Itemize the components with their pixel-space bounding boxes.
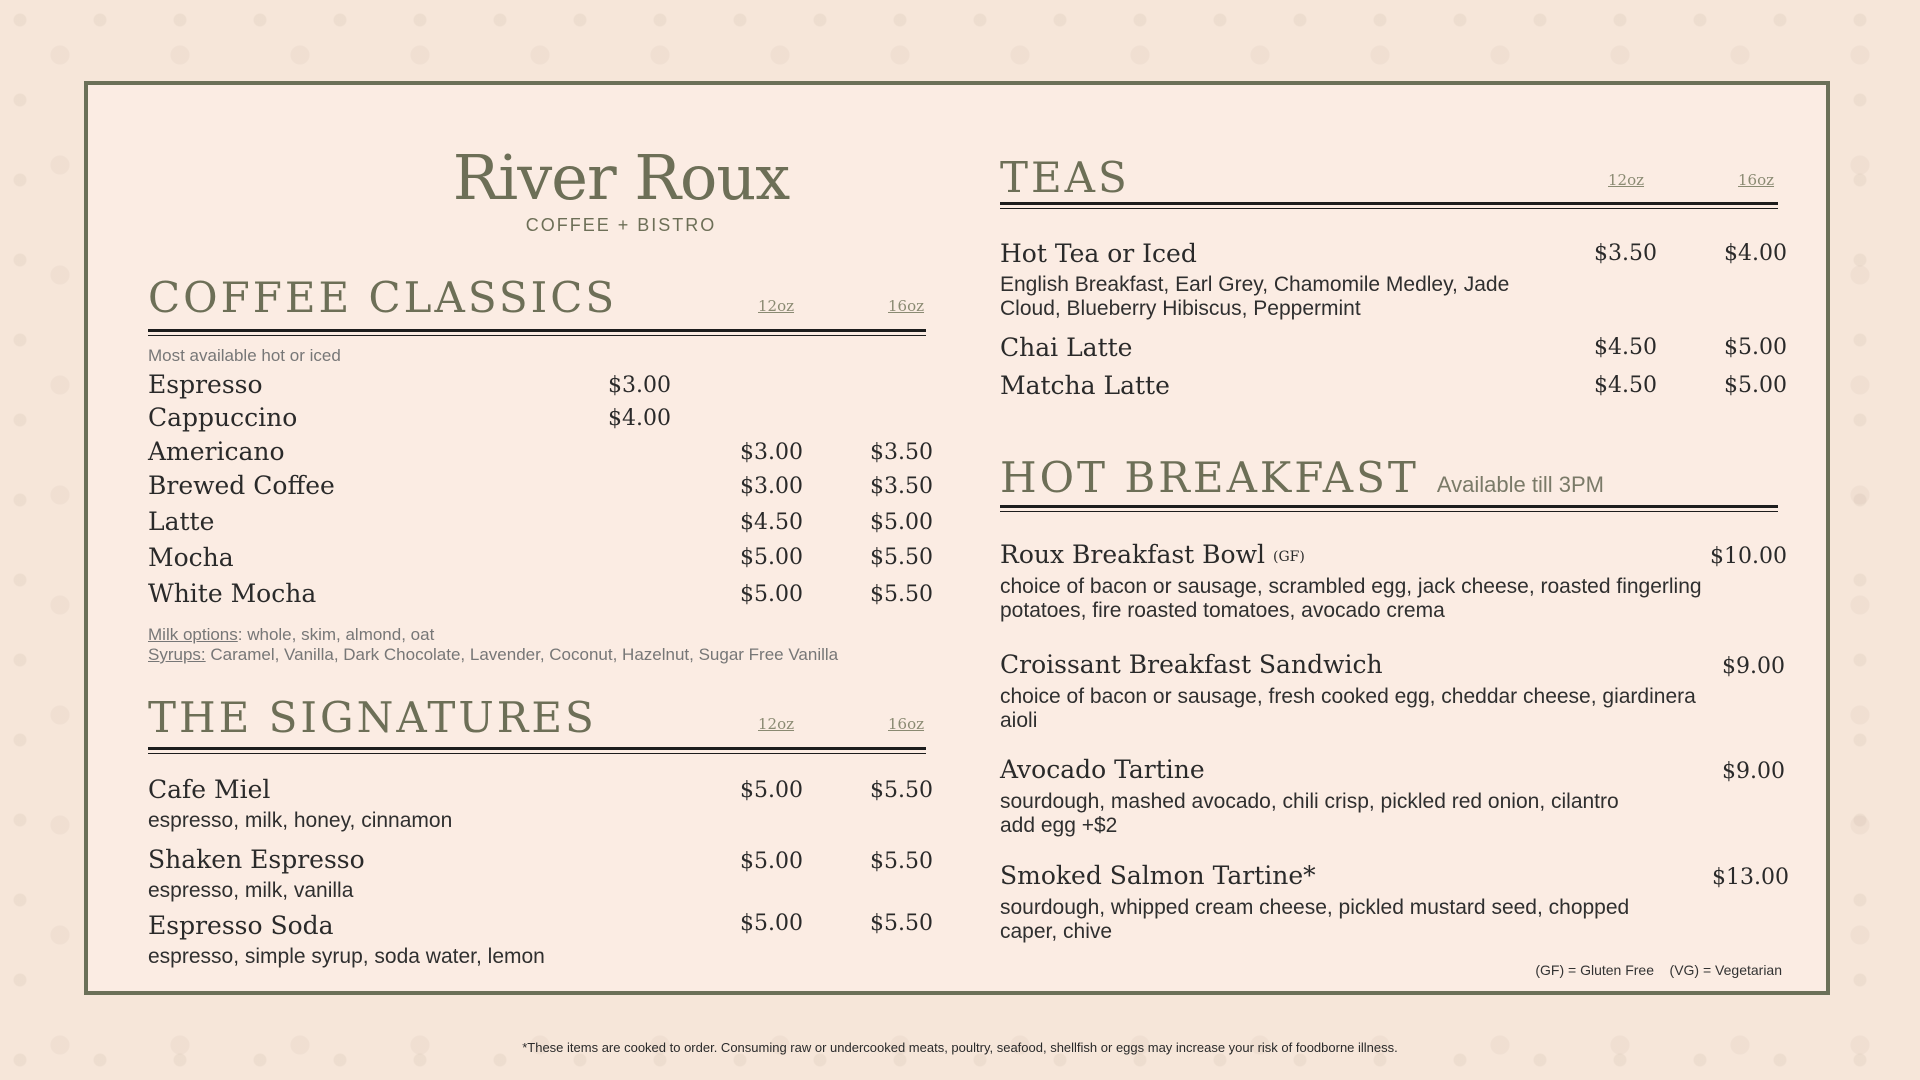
menu-item-desc: English Breakfast, Earl Grey, Chamomile Medley, Jade Cloud, Blueberry Hibiscus, Peppermint <box>1000 273 1510 320</box>
menu-item-price-16oz: $5.00 <box>1724 373 1787 398</box>
teas-rule-thin <box>1000 208 1778 209</box>
menu-item-name: Hot Tea or Iced <box>1000 239 1197 268</box>
menu-item-desc: sourdough, mashed avocado, chili crisp, pickled red onion, cilantro <box>1000 790 1619 813</box>
menu-item-price-16oz: $5.50 <box>870 911 933 936</box>
menu-item-price: $10.00 <box>1710 544 1787 569</box>
menu-item-name: Americano <box>148 437 285 466</box>
teas-rule-thick <box>1000 202 1778 205</box>
menu-item-name: White Mocha <box>148 579 317 608</box>
coffee-size-12oz: 12oz <box>758 297 795 315</box>
menu-item-name: Espresso Soda <box>148 911 334 940</box>
teas-section-title: TEAS <box>1000 153 1130 202</box>
menu-item-name: Cappuccino <box>148 403 298 432</box>
signatures-rule-thick <box>148 747 926 750</box>
menu-item-price-16oz: $5.50 <box>870 545 933 570</box>
menu-item-price: $9.00 <box>1722 759 1785 784</box>
menu-item-price: $3.00 <box>608 373 671 398</box>
menu-item-name: Chai Latte <box>1000 333 1133 362</box>
menu-item-desc: choice of bacon or sausage, fresh cooked egg, cheddar cheese, giardinera aioli <box>1000 685 1696 732</box>
gluten-free-tag: (GF) <box>1273 548 1305 565</box>
syrup-options <box>148 645 838 665</box>
menu-item-price-12oz: $5.00 <box>740 778 803 803</box>
menu-item-price-16oz: $5.00 <box>1724 335 1787 360</box>
menu-item-price-12oz: $5.00 <box>740 849 803 874</box>
menu-item-name: Espresso <box>148 370 263 399</box>
menu-item-name: Mocha <box>148 543 234 572</box>
menu-item-price: $4.00 <box>608 406 671 431</box>
breakfast-section-title <box>1000 453 1604 502</box>
menu-item-desc: espresso, simple syrup, soda water, lemon <box>148 945 545 968</box>
coffee-rule-thick <box>148 329 926 332</box>
menu-item-price-16oz: $4.00 <box>1724 241 1787 266</box>
coffee-size-16oz: 16oz <box>888 297 925 315</box>
teas-size-16oz: 16oz <box>1738 171 1775 189</box>
menu-item-price-12oz: $3.00 <box>740 440 803 465</box>
milk-options-text: : whole, skim, almond, oat <box>237 625 435 644</box>
menu-item-addon: add egg +$2 <box>1000 814 1118 837</box>
menu-item-name: Avocado Tartine <box>1000 755 1205 784</box>
breakfast-availability: Available till 3PM <box>1436 472 1605 497</box>
teas-size-12oz: 12oz <box>1608 171 1645 189</box>
milk-options-label: Milk options <box>148 625 238 644</box>
menu-item-price: $13.00 <box>1712 865 1789 890</box>
menu-item-price-12oz: $4.50 <box>1594 373 1657 398</box>
syrup-options-text: Caramel, Vanilla, Dark Chocolate, Lavender, Coconut, Hazelnut, Sugar Free Vanilla <box>205 645 839 664</box>
menu-board <box>84 81 1830 995</box>
menu-item-name: Cafe Miel <box>148 775 271 804</box>
syrup-options-label: Syrups: <box>148 645 206 664</box>
menu-item-name: Matcha Latte <box>1000 371 1170 400</box>
coffee-rule-thin <box>148 335 926 336</box>
menu-item-price-12oz: $4.50 <box>740 510 803 535</box>
menu-item-price-12oz: $3.00 <box>740 474 803 499</box>
menu-item-desc: choice of bacon or sausage, scrambled egg, jack cheese, roasted fingerling potatoes, fire roasted tomatoes, avocado crema <box>1000 575 1702 622</box>
menu-item-name: Shaken Espresso <box>148 845 365 874</box>
menu-item-price-12oz: $5.00 <box>740 911 803 936</box>
menu-item-price-16oz: $3.50 <box>870 474 933 499</box>
coffee-note: Most available hot or iced <box>148 346 341 365</box>
milk-options <box>148 625 434 645</box>
menu-item-price-12oz: $5.00 <box>740 582 803 607</box>
breakfast-title-text: HOT BREAKFAST <box>1000 453 1419 502</box>
menu-item-desc: espresso, milk, vanilla <box>148 879 354 902</box>
breakfast-rule-thick <box>1000 505 1778 508</box>
menu-item-price-16oz: $5.00 <box>870 510 933 535</box>
signatures-size-16oz: 16oz <box>888 715 925 733</box>
menu-item-price: $9.00 <box>1722 654 1785 679</box>
food-safety-disclaimer: *These items are cooked to order. Consuming raw or undercooked meats, poultry, seafood, shellfish or eggs may increase your risk of foodborne illness. <box>522 1040 1398 1055</box>
menu-item-price-16oz: $5.50 <box>870 849 933 874</box>
diet-legend: (GF) = Gluten Free (VG) = Vegetarian <box>1535 962 1782 978</box>
menu-item-price-12oz: $4.50 <box>1594 335 1657 360</box>
menu-item-desc: sourdough, whipped cream cheese, pickled mustard seed, chopped caper, chive <box>1000 896 1630 943</box>
coffee-section-title: COFFEE CLASSICS <box>148 273 618 322</box>
signatures-section-title: THE SIGNATURES <box>148 693 597 742</box>
breakfast-rule-thin <box>1000 511 1778 512</box>
menu-item-price-12oz: $5.00 <box>740 545 803 570</box>
menu-item-price-16oz: $5.50 <box>870 582 933 607</box>
brand-name: River Roux <box>452 141 790 214</box>
menu-item-name-text: Roux Breakfast Bowl <box>1000 540 1265 569</box>
signatures-size-12oz: 12oz <box>758 715 795 733</box>
signatures-rule-thin <box>148 753 926 754</box>
menu-item-price-12oz: $3.50 <box>1594 241 1657 266</box>
menu-item-price-16oz: $5.50 <box>870 778 933 803</box>
menu-item-price-16oz: $3.50 <box>870 440 933 465</box>
menu-item-name: Croissant Breakfast Sandwich <box>1000 650 1383 679</box>
brand-subtitle: COFFEE + BISTRO <box>525 215 717 235</box>
menu-item-name: Brewed Coffee <box>148 471 335 500</box>
menu-item-name: Latte <box>148 507 215 536</box>
menu-item-desc: espresso, milk, honey, cinnamon <box>148 809 453 832</box>
menu-item-name: Smoked Salmon Tartine* <box>1000 861 1316 890</box>
menu-item-name <box>1000 540 1305 569</box>
brand-logo <box>371 141 871 236</box>
